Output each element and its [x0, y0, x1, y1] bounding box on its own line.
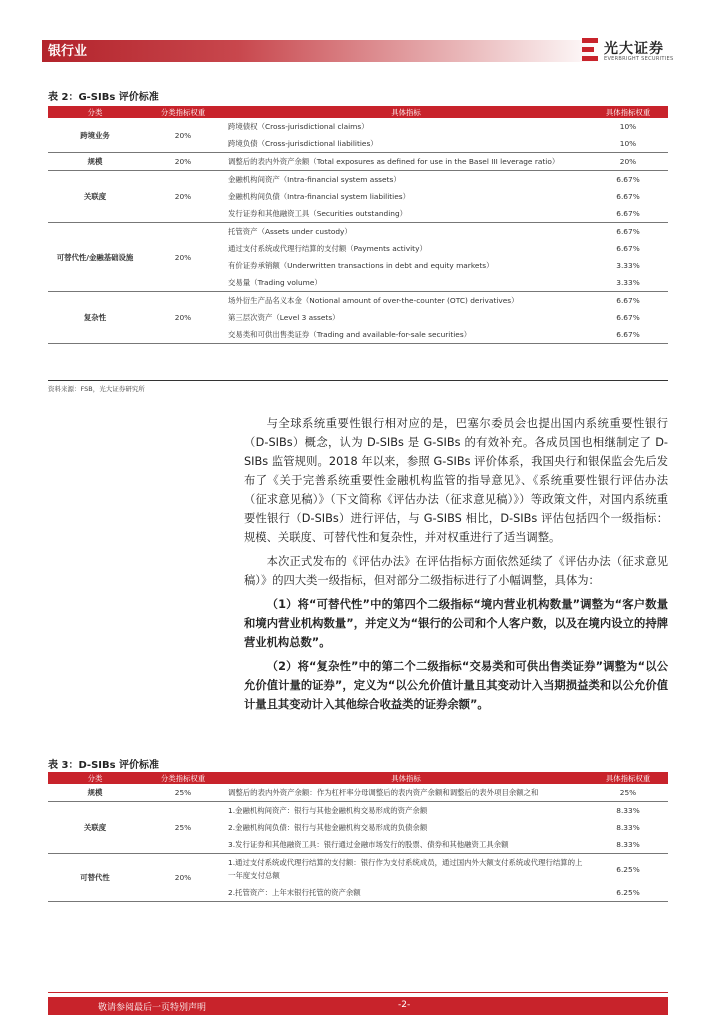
column-header: 具体指标权重 — [588, 772, 668, 784]
indicator-cell: 金融机构间负债（Intra-financial system liabilities） — [228, 192, 411, 201]
indicator-cell: 跨境债权（Cross-jurisdictional claims） — [228, 122, 369, 131]
category-cell: 关联度 — [48, 802, 142, 854]
category-weight-cell: 20% — [142, 854, 224, 902]
category-weight-cell: 20% — [142, 223, 224, 292]
table-row — [48, 171, 668, 189]
category-cell: 规模 — [48, 153, 142, 171]
paragraph-2: 本次正式发布的《评估办法》在评估指标方面依然延续了《评估办法（征求意见稿）》的四大类一级指标，但对部分二级指标进行了小幅调整，具体为： — [244, 555, 668, 587]
indicator-weight-cell: 6.25% — [616, 864, 640, 874]
category-weight-cell: 25% — [142, 784, 224, 802]
indicator-cell: 托管资产（Assets under custody） — [228, 227, 352, 236]
table-row — [48, 784, 668, 802]
category-weight-cell: 20% — [142, 153, 224, 171]
table-row — [48, 802, 668, 820]
category-cell: 跨境业务 — [48, 118, 142, 153]
page-footer — [48, 997, 668, 1015]
table-row — [48, 292, 668, 310]
table2-title: 表 2：G-SIBs 评价标准 — [48, 92, 159, 103]
dsibs-table — [48, 772, 668, 902]
page-header — [42, 36, 682, 68]
indicator-cell: 调整后的表内外资产余额：作为杠杆率分母调整后的表内资产余额和调整后的表外项目余额之和 — [224, 784, 588, 802]
category-weight-cell: 25% — [142, 802, 224, 854]
indicator-cell: 交易类和可供出售类证券（Trading and available-for-sale securities） — [224, 326, 588, 344]
column-header: 具体指标 — [224, 106, 588, 118]
column-header: 分类 — [48, 772, 142, 784]
indicator-cell: 交易量（Trading volume） — [224, 274, 588, 292]
table2-source: 资料来源：FSB，光大证券研究所 — [48, 380, 668, 393]
page-number: -2- — [398, 1000, 411, 1010]
indicator-cell: 有价证券承销额（Underwritten transactions in debt and equity markets） — [228, 261, 494, 270]
table-row — [48, 223, 668, 241]
indicator-weight-cell: 6.67% — [616, 296, 640, 305]
logo-text: 光大证券 — [604, 41, 664, 57]
column-header: 分类 — [48, 106, 142, 118]
indicator-weight-cell: 6.67% — [588, 205, 668, 223]
indicator-weight-cell: 25% — [588, 784, 668, 802]
column-header: 分类指标权重 — [142, 106, 224, 118]
indicator-cell: 场外衍生产品名义本金（Notional amount of over-the-counter (OTC) derivatives） — [228, 296, 519, 305]
indicator-cell: 1.通过支付系统或代理行结算的支付额：银行作为支付系统成员，通过国内外大额支付系统或代理行结算的上一年度支付总额 — [228, 858, 583, 880]
paragraph-1: 与全球系统重要性银行相对应的是，巴塞尔委员会也提出国内系统重要性银行（D-SIBs）概念，认为 D-SIBs 是 G-SIBs 的有效补充。各成员国也相继制定了 D-SIBs 监管规则。2018 年以来，参照 G-SIBs 评价体系，我国央行和银保监会先后发布了《关于完善系统重要性金融机构监管的指导意见》、《系统重要性银行评估办法（征求意见稿）》（下文简称《评估办法（征求意见稿）》）等政策文件，对国内系统重要性银行（D-SIBs）进行评估，与 G-SIBS 相比，D-SIBs 评估包括四个一级指标：规模、关联度、可替代性和复杂性，并对权重进行了适当调整。 — [244, 417, 668, 544]
table-header-row — [48, 106, 668, 118]
indicator-cell: 1.金融机构间资产：银行与其他金融机构交易形成的资产余额 — [228, 806, 428, 815]
indicator-cell: 2.金融机构间负债：银行与其他金融机构交易形成的负债余额 — [228, 823, 428, 832]
body-text — [244, 414, 668, 719]
category-cell: 可替代性 — [48, 854, 142, 902]
sector-banner — [42, 40, 602, 62]
table3-title: 表 3：D-SIBs 评价标准 — [48, 760, 160, 771]
category-cell: 复杂性 — [48, 292, 142, 344]
indicator-weight-cell: 8.33% — [616, 823, 640, 832]
table-row — [48, 854, 668, 885]
table-header-row — [48, 772, 668, 784]
footer-disclaimer: 敬请参阅最后一页特别声明 — [98, 1003, 207, 1013]
category-weight-cell: 20% — [142, 171, 224, 223]
category-weight-cell: 20% — [142, 118, 224, 153]
footer-rule — [48, 992, 668, 993]
indicator-weight-cell: 8.33% — [588, 836, 668, 854]
indicator-cell: 调整后的表内外资产余额（Total exposures as defined for use in the Basel III leverage ratio） — [224, 153, 588, 171]
indicator-weight-cell: 6.25% — [588, 884, 668, 902]
indicator-cell: 金融机构间资产（Intra-financial system assets） — [228, 175, 401, 184]
indicator-weight-cell: 3.33% — [616, 261, 640, 270]
indicator-weight-cell: 6.67% — [616, 313, 640, 322]
table-row — [48, 118, 668, 135]
indicator-weight-cell: 6.67% — [616, 192, 640, 201]
indicator-cell: 2.托管资产：上年末银行托管的资产余额 — [224, 884, 588, 902]
gsibs-table — [48, 106, 668, 344]
indicator-weight-cell: 3.33% — [588, 274, 668, 292]
category-weight-cell: 20% — [142, 292, 224, 344]
indicator-weight-cell: 8.33% — [616, 806, 640, 815]
table-row — [48, 153, 668, 171]
indicator-weight-cell: 10% — [588, 135, 668, 153]
company-logo — [582, 36, 682, 66]
indicator-weight-cell: 20% — [588, 153, 668, 171]
indicator-weight-cell: 6.67% — [616, 244, 640, 253]
indicator-weight-cell: 6.67% — [616, 175, 640, 184]
indicator-cell: 第三层次资产（Level 3 assets） — [228, 313, 340, 322]
indicator-weight-cell: 10% — [619, 122, 637, 131]
indicator-cell: 跨境负债（Cross-jurisdictional liabilities） — [224, 135, 588, 153]
indicator-cell: 3.发行证券和其他融资工具：银行通过金融市场发行的股票、债券和其他融资工具余额 — [224, 836, 588, 854]
logo-mark-icon — [582, 38, 598, 62]
paragraph-4: （2）将“复杂性”中的第二个二级指标“交易类和可供出售类证券”调整为“以公允价值计量的证券”，定义为“以公允价值计量且其变动计入当期损益类和以公允价值计量且其变动计入其他综合收益类的证券余额”。 — [244, 660, 668, 711]
logo-subtext: EVERBRIGHT SECURITIES — [604, 56, 674, 62]
category-cell: 可替代性/金融基础设施 — [48, 223, 142, 292]
indicator-cell: 通过支付系统或代理行结算的支付额（Payments activity） — [228, 244, 427, 253]
indicator-cell: 发行证券和其他融资工具（Securities outstanding） — [224, 205, 588, 223]
category-cell: 规模 — [48, 784, 142, 802]
column-header: 分类指标权重 — [142, 772, 224, 784]
sector-label: 银行业 — [48, 44, 88, 59]
paragraph-3: （1）将“可替代性”中的第四个二级指标“境内营业机构数量”调整为“客户数量和境内营业机构数量”，并定义为“银行的公司和个人客户数，以及在境内设立的持牌营业机构总数”。 — [244, 598, 668, 649]
column-header: 具体指标权重 — [588, 106, 668, 118]
indicator-weight-cell: 6.67% — [616, 227, 640, 236]
category-cell: 关联度 — [48, 171, 142, 223]
column-header: 具体指标 — [224, 772, 588, 784]
indicator-weight-cell: 6.67% — [588, 326, 668, 344]
